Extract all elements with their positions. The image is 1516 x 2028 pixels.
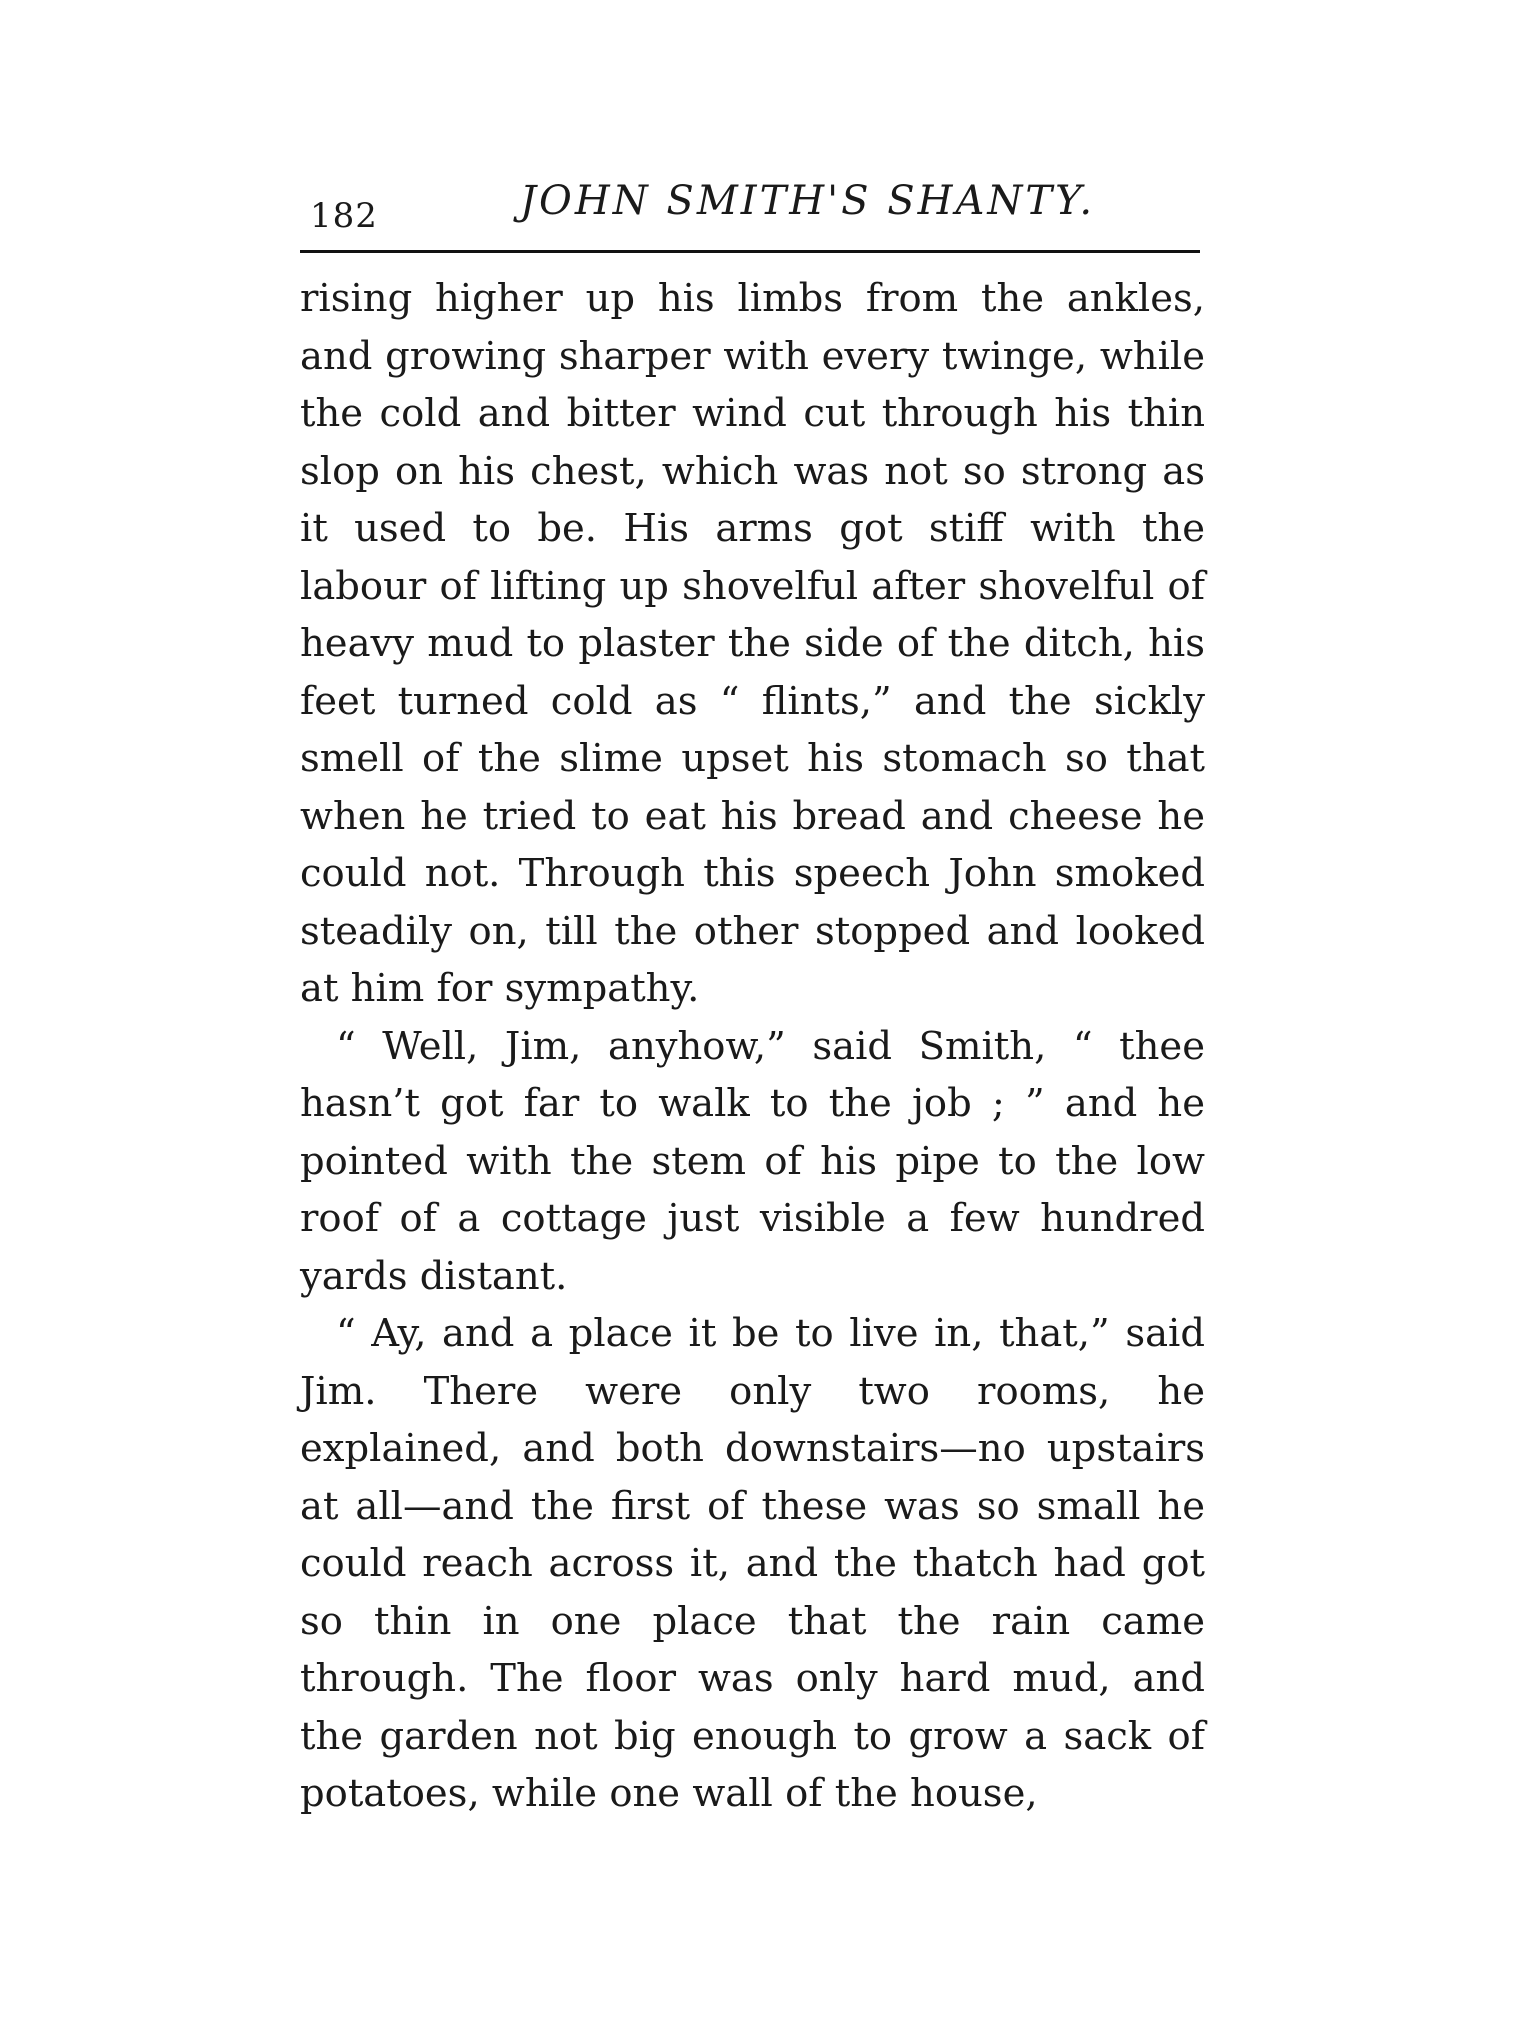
running-title: JOHN SMITH'S SHANTY. <box>520 178 1096 224</box>
paragraph: “ Ay, and a place it be to live in, that,” said Jim. There were only two rooms, he explained, and both downstairs—no upstairs at all—and the first of these was so small he could reach across it, and the thatch had got so thin in one place that the rain came through. The floor was only hard mud, and the garden not big enough to grow a sack of potatoes, while one wall of the house, <box>300 1311 1205 1816</box>
body-text <box>300 270 1205 1823</box>
page-number: 182 <box>310 196 378 236</box>
header-rule <box>300 250 1200 253</box>
page-header <box>300 178 1200 248</box>
paragraph: rising higher up his limbs from the ankles, and growing sharper with every twinge, while the cold and bitter wind cut through his thin slop on his chest, which was not so strong as it used to be. His arms got stiff with the labour of lifting up shovelful after shovelful of heavy mud to plaster the side of the ditch, his feet turned cold as “ flints,” and the sickly smell of the slime upset his stomach so that when he tried to eat his bread and cheese he could not. Through this speech John smoked steadily on, till the other stopped and looked at him for sympathy. <box>300 276 1205 1011</box>
paragraph: “ Well, Jim, anyhow,” said Smith, “ thee hasn’t got far to walk to the job ; ” and he pointed with the stem of his pipe to the low roof of a cottage just visible a few hundred yards distant. <box>300 1023 1205 1299</box>
